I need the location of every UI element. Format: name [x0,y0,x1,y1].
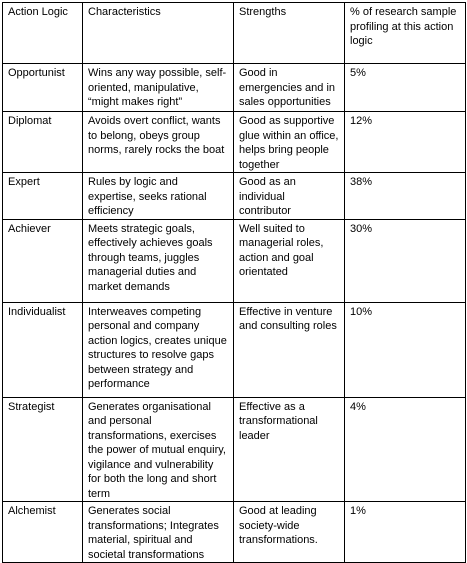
table-header-row [3,3,466,64]
strengths-cell: Good as supportive glue within an office, helps bring people together [234,112,345,173]
strengths-cell: Effective in venture and consulting roles [234,302,345,397]
header-characteristics: Characteristics [83,3,234,64]
strengths-cell: Good as an individual contributor [234,173,345,220]
action-logic-cell: Achiever [3,219,83,302]
action-logic-cell: Opportunist [3,64,83,112]
table-row [3,112,466,173]
table-row [3,302,466,397]
header-percent-sample: % of research sample profiling at this action logic [345,3,466,64]
action-logic-table [2,2,466,563]
percent-cell: 38% [345,173,466,220]
characteristics-cell: Interweaves competing personal and company action logics, creates unique structures to resolve gaps between strategy and performance [83,302,234,397]
action-logic-cell: Individualist [3,302,83,397]
table-row [3,502,466,563]
characteristics-cell: Meets strategic goals, effectively achieves goals through teams, juggles managerial duties and market demands [83,219,234,302]
percent-cell: 5% [345,64,466,112]
characteristics-cell: Avoids overt conflict, wants to belong, obeys group norms, rarely rocks the boat [83,112,234,173]
characteristics-cell: Wins any way possible, self-oriented, manipulative, “might makes right” [83,64,234,112]
strengths-cell: Good at leading society-wide transformations. [234,502,345,563]
characteristics-cell: Generates organisational and personal transformations, exercises the power of mutual enquiry, vigilance and vulnerability for both the long and short term [83,397,234,502]
table-row [3,219,466,302]
percent-cell: 12% [345,112,466,173]
percent-cell: 10% [345,302,466,397]
characteristics-cell: Generates social transformations; Integrates material, spiritual and societal transformations [83,502,234,563]
percent-cell: 30% [345,219,466,302]
table-row [3,64,466,112]
action-logic-cell: Diplomat [3,112,83,173]
action-logic-cell: Alchemist [3,502,83,563]
table-row [3,397,466,502]
header-strengths: Strengths [234,3,345,64]
percent-cell: 1% [345,502,466,563]
strengths-cell: Good in emergencies and in sales opportunities [234,64,345,112]
action-logic-cell: Expert [3,173,83,220]
header-action-logic: Action Logic [3,3,83,64]
strengths-cell: Well suited to managerial roles, action and goal orientated [234,219,345,302]
table-row [3,173,466,220]
action-logic-cell: Strategist [3,397,83,502]
strengths-cell: Effective as a transformational leader [234,397,345,502]
characteristics-cell: Rules by logic and expertise, seeks rational efficiency [83,173,234,220]
percent-cell: 4% [345,397,466,502]
